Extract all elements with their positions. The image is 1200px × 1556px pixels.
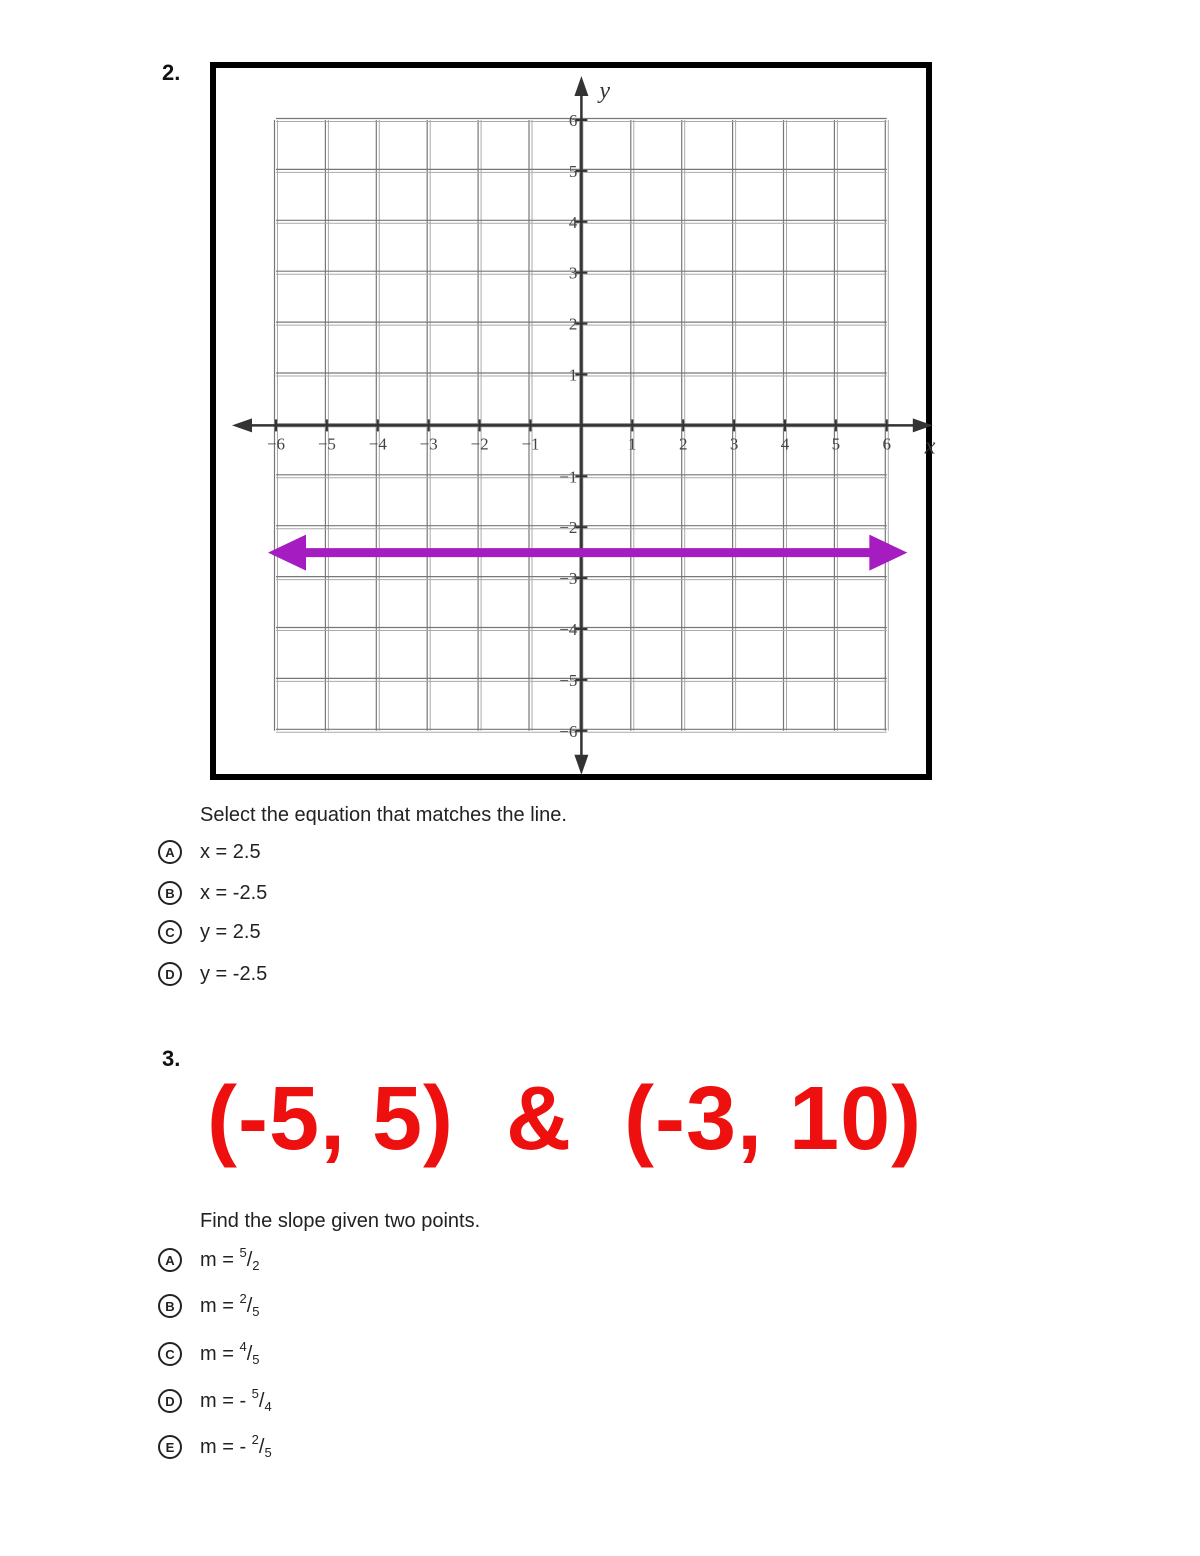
x-axis-arrow-right [913, 418, 933, 432]
question-number-3: 3. [162, 1046, 181, 1071]
y-tick-label: −2 [559, 518, 578, 538]
q3-choice-b[interactable] [158, 1292, 259, 1320]
choice-b-numerator: 2 [239, 1290, 247, 1306]
x-axis-label: x [924, 433, 936, 460]
x-tick-label: −3 [419, 434, 438, 454]
q2-choice-c[interactable] [158, 918, 261, 946]
y-axis-arrow-down [574, 755, 588, 775]
y-tick-label: 5 [568, 161, 578, 181]
choice-d-text: y = -2.5 [200, 962, 268, 985]
y-tick-label: −1 [559, 467, 578, 487]
x-tick-label: 1 [628, 434, 637, 454]
choice-b-radio[interactable]: B [158, 881, 182, 905]
q3-choice-c[interactable] [158, 1340, 259, 1368]
choice-b-text: $m = ^2/_5$ [200, 1290, 260, 1319]
choice-c-denominator: 5 [252, 1351, 260, 1367]
y-tick-label: −5 [559, 670, 578, 690]
choice-d-denominator: 4 [264, 1398, 272, 1414]
choice-e-radio[interactable]: E [158, 1435, 182, 1459]
x-tick-label: −2 [470, 434, 489, 454]
x-tick-label: 4 [780, 434, 790, 454]
x-tick-label: 3 [729, 434, 739, 454]
choice-e-text: m = - $^2/_5$ [200, 1431, 272, 1460]
choice-d-prefix: m = - [200, 1389, 252, 1412]
choice-d-radio[interactable]: D [158, 1389, 182, 1413]
choice-a-text: $m = ^5/_2$ [200, 1244, 260, 1273]
coordinate-graph [210, 62, 936, 780]
q2-choice-a[interactable] [158, 838, 261, 866]
choice-b-prefix: m = [200, 1294, 240, 1317]
y-tick-label: 1 [568, 365, 578, 385]
choice-d-radio[interactable]: D [158, 962, 182, 986]
choice-a-prefix: m = [200, 1248, 240, 1271]
x-tick-label: 6 [882, 434, 892, 454]
y-tick-label: −4 [559, 620, 578, 639]
q3-prompt: Find the slope given two points. [200, 1210, 481, 1232]
choice-e-numerator: 2 [251, 1431, 259, 1447]
choice-d-text: m = - $^5/_4$ [200, 1385, 272, 1414]
choice-c-text: $m = ^4/_5$ [200, 1338, 260, 1367]
x-tick-label: −1 [521, 434, 540, 454]
y-axis-arrow-up [574, 76, 588, 96]
choice-c-numerator: 4 [239, 1338, 247, 1354]
choice-c-text: y = 2.5 [200, 920, 261, 943]
x-tick-label: 2 [678, 434, 688, 454]
q2-choice-d[interactable] [158, 960, 267, 988]
choice-a-numerator: 5 [239, 1244, 247, 1260]
question-number-2: 2. [162, 60, 181, 85]
choice-a-denominator: 2 [252, 1257, 260, 1273]
q2-choice-b[interactable] [158, 879, 267, 907]
x-tick-label: −5 [317, 434, 336, 454]
points-heading: (-5, 5) & (-3, 10) [207, 1069, 923, 1169]
choice-d-numerator: 5 [251, 1385, 259, 1401]
y-axis-label: y [599, 78, 611, 104]
x-axis-arrow-left [232, 418, 252, 432]
choice-b-radio[interactable]: B [158, 1294, 182, 1318]
choice-c-radio[interactable]: C [158, 920, 182, 944]
q3-choice-d[interactable] [158, 1387, 272, 1415]
choice-e-denominator: 5 [264, 1444, 272, 1460]
y-tick-label: −3 [559, 569, 578, 589]
q2-prompt: Select the equation that matches the line. [200, 804, 567, 826]
y-tick-label: −6 [559, 721, 578, 741]
y-tick-label: 2 [568, 314, 578, 334]
x-tick-label: −6 [266, 434, 286, 454]
choice-a-radio[interactable]: A [158, 840, 182, 864]
q3-choice-e[interactable] [158, 1433, 272, 1461]
choice-a-radio[interactable]: A [158, 1248, 182, 1272]
choice-b-denominator: 5 [252, 1303, 260, 1319]
choice-a-text: x = 2.5 [200, 840, 261, 863]
choice-b-text: x = -2.5 [200, 881, 268, 904]
x-tick-label: 5 [831, 434, 841, 454]
y-tick-label: 6 [568, 111, 578, 130]
y-tick-label: 3 [568, 263, 578, 283]
y-tick-label: 4 [568, 212, 578, 232]
choice-c-prefix: m = [200, 1342, 240, 1365]
q3-choice-a[interactable] [158, 1246, 259, 1274]
choice-c-radio[interactable]: C [158, 1342, 182, 1366]
coordinate-plane [216, 68, 936, 774]
plotted-line-arrow-left [268, 535, 306, 571]
x-tick-label: −4 [368, 434, 387, 454]
choice-e-prefix: m = - [200, 1435, 252, 1458]
